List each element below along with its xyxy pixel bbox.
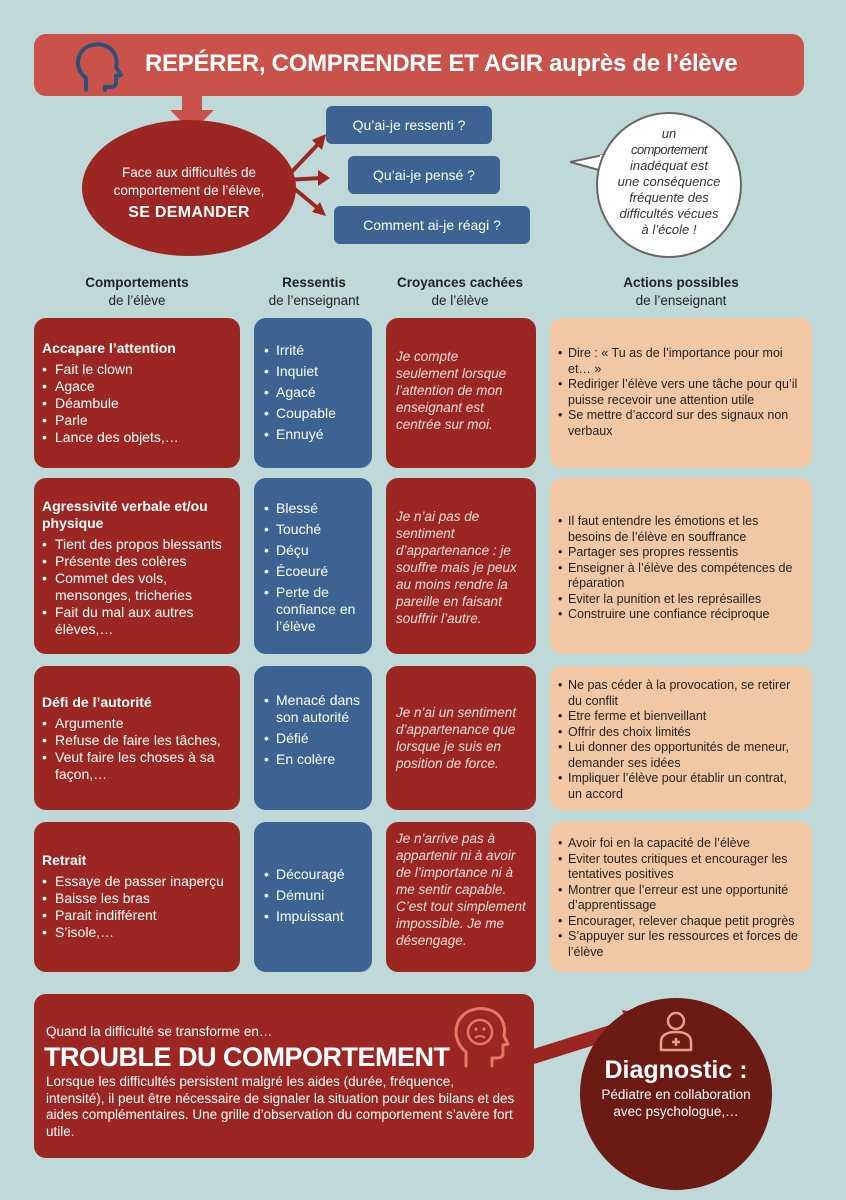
belief-card-4: Je n’arrive pas à appartenir ni à avoir de l’importance ni à me sentir capable. C’est tout simplement impossible. Je me désengage. (386, 822, 536, 972)
doctor-icon (658, 1010, 694, 1052)
belief-card-2: Je n’ai pas de sentiment d’appartenance : je souffre mais je peux au moins rendre la pareille en faisant souffrir l’autre. (386, 478, 536, 654)
col-head-actions: Actions possibles de l’enseignant (623, 275, 739, 308)
trouble-text: Lorsque les difficultés persistent malgré les aides (durée, fréquence, intensité), il peut être nécessaire de signaler la situation pour des bilans et des aides complémentaires. Une grille d’observation du comportement s’avère fort utile. (46, 1074, 515, 1139)
feelings-card-2: • Blessé • Touché • Déçu • Écoeuré • Perte de confiance en l’élève (254, 478, 372, 654)
prompt-oval (82, 120, 296, 256)
actions-card-2: • Il faut entendre les émotions et les besoins de l’élève en souffrance • Partager ses propres ressentis • Enseigner à l’élève des compétences de réparation • Eviter la punition et les représailles • Construire une confiance réciproque (550, 478, 812, 654)
feelings-card-4: • Découragé • Démuni • Impuissant (254, 822, 372, 972)
behavior-card-3: Défi de l’autorité • Argumente • Refuse de faire les tâches, • Veut faire les choses à sa façon,… (34, 666, 240, 810)
col-head-comportements: Comportements de l’élève (85, 275, 189, 308)
diagnostic-title: Diagnostic : (604, 1056, 748, 1084)
actions-card-4: • Avoir foi en la capacité de l’élève • Eviter toutes critiques et encourager les tentatives positives • Montrer que l’erreur est une opportunité d’apprentissage • Encourager, relever chaque petit progrès • S’appuyer sur les ressources et forces de l’élève (550, 822, 812, 972)
behavior-card-2: Agressivité verbale et/ou physique • Tient des propos blessants • Présente des colères • Commet des vols, mensonges, tricheries • Fait du mal aux autres élèves,… (34, 478, 240, 654)
prompt-line-2: comportement de l’élève, (113, 183, 265, 198)
question-pense: Qu’ai-je pensé ? (348, 156, 500, 194)
prompt-line-1: Face aux difficultés de (121, 165, 257, 180)
behavior-card-4: Retrait • Essaye de passer inaperçu • Baisse les bras • Parait indifférent • S’isole,… (34, 822, 240, 972)
feelings-card-1: • Irrité • Inquiet • Agacé • Coupable • Ennuyé (254, 318, 372, 468)
diagnostic-circle (580, 998, 772, 1190)
col-head-croyances: Croyances cachées de l’élève (396, 275, 524, 308)
sad-head-icon (448, 1004, 512, 1068)
actions-card-3: • Ne pas céder à la provocation, se retirer du conflit • Etre ferme et bienveillant • Offrir des choix limités • Lui donner des opportunités de meneur, demander ses idées • Impliquer l’élève pour établir un contrat, un accord (550, 666, 812, 810)
question-reagi: Comment ai-je réagi ? (334, 206, 530, 244)
speech-bubble: un comportement inadéquat est une conséquence fréquente des difficultés vécues à l’école ! (596, 112, 742, 258)
question-ressenti: Qu’ai-je ressenti ? (326, 106, 492, 144)
actions-card-1: • Dire : « Tu as de l’importance pour moi et… » • Rediriger l’élève vers une tâche pour qu’il puisse recevoir une attention utile • Se mettre d’accord sur des signaux non verbaux (550, 318, 812, 468)
trouble-title: TROUBLE DU COMPORTEMENT (44, 1042, 450, 1072)
belief-card-1: Je compte seulement lorsque l’attention de mon enseignant est centrée sur moi. (386, 318, 536, 468)
page-title: REPÉRER, COMPRENDRE ET AGIR auprès de l’élève (145, 50, 738, 77)
diagnostic-text: Pédiatre en collaboration avec psychologue,… (601, 1087, 751, 1119)
head-profile-icon (70, 40, 130, 92)
feelings-card-3: • Menacé dans son autorité • Défié • En colère (254, 666, 372, 810)
belief-card-3: Je n’ai un sentiment d’appartenance que lorsque je suis en position de force. (386, 666, 536, 810)
prompt-bold: SE DEMANDER (128, 204, 250, 221)
trouble-intro: Quand la difficulté se transforme en… (46, 1024, 273, 1039)
behavior-card-1: Accapare l’attention • Fait le clown • Agace • Déambule • Parle • Lance des objets,… (34, 318, 240, 468)
branch-arrows-icon (282, 128, 334, 228)
col-head-ressentis: Ressentis de l’enseignant (268, 275, 360, 308)
